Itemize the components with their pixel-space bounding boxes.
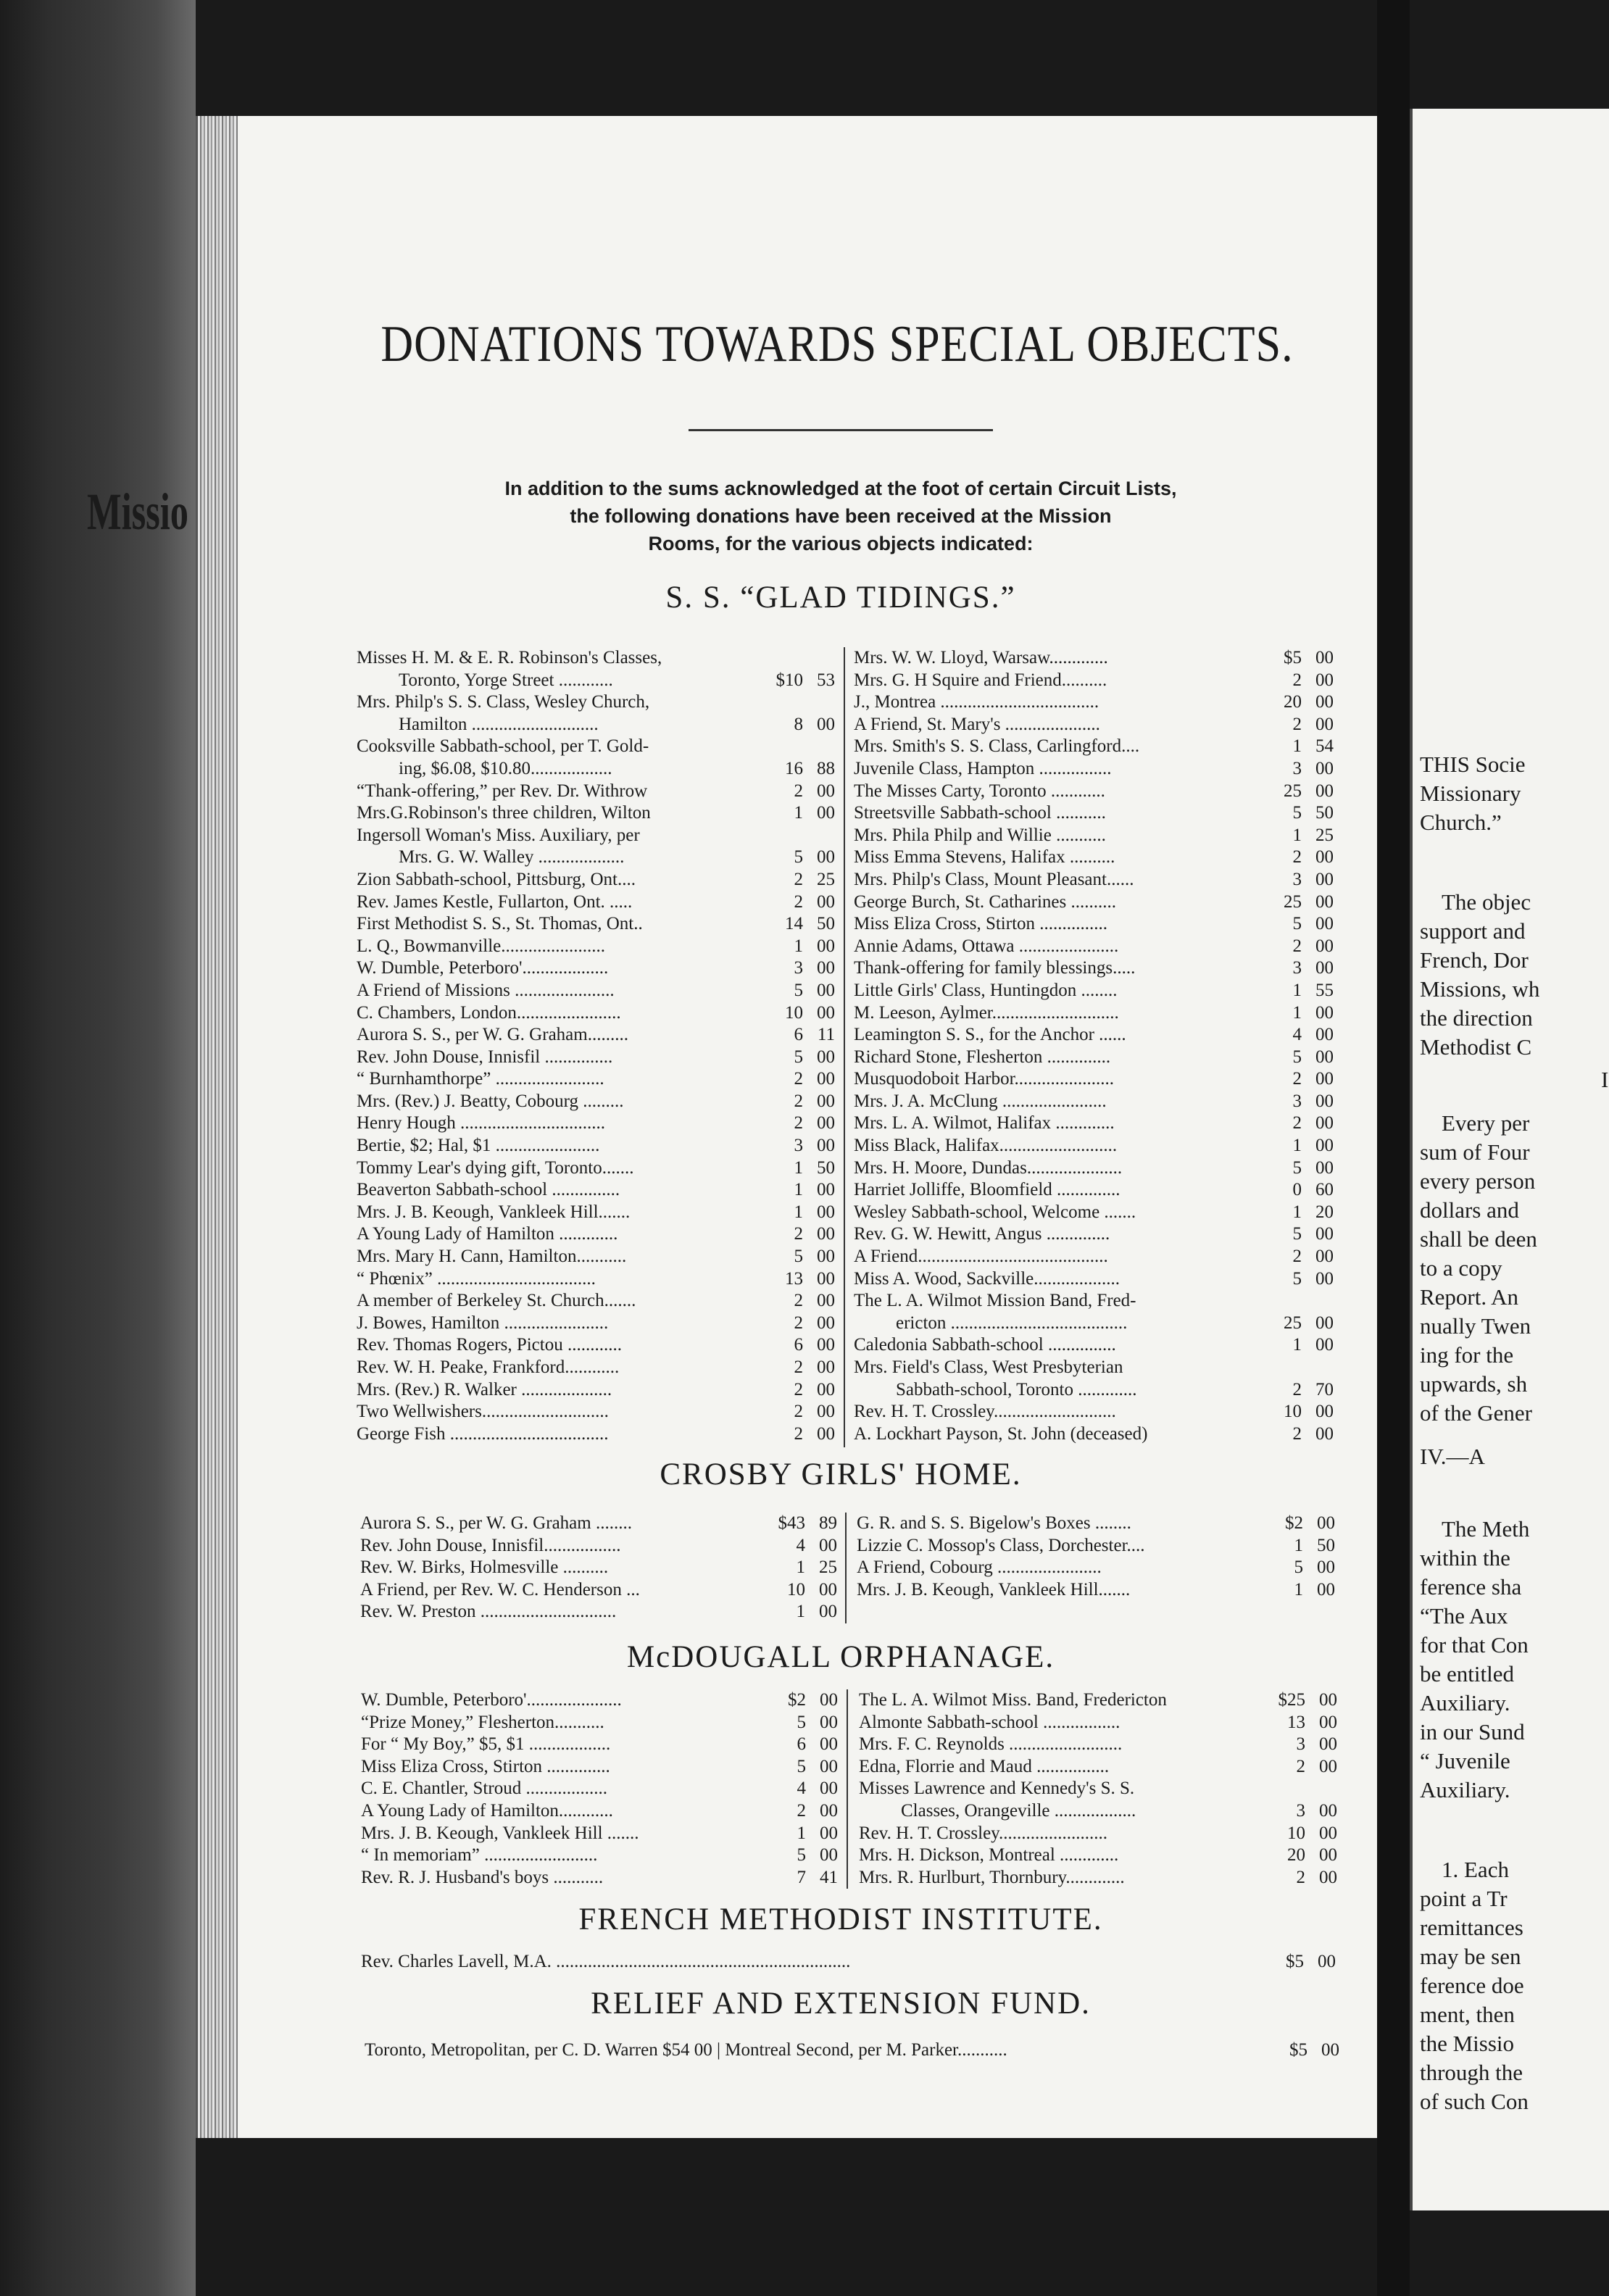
facing-page-line: the Missio	[1420, 2031, 1515, 2056]
entry-row	[854, 1357, 1334, 1379]
entry-name: Mrs. J. B. Keough, Vankleek Hill.......	[357, 1202, 631, 1222]
entry-row: Toronto, Yorge Street ............ $10 53	[357, 670, 835, 692]
entry-name: Mrs. Smith's S. S. Class, Carlingford....	[854, 736, 1140, 757]
mcdougall-left-column	[361, 1689, 838, 1889]
entry-name: Aurora S. S., per W. G. Graham ........	[360, 1513, 632, 1533]
entry-row: Beaverton Sabbath-school ............... 1 00	[357, 1179, 835, 1202]
entry-row: Rev. W. Birks, Holmesville .......... 1 25	[360, 1557, 837, 1579]
entry-row: A Friend, per Rev. W. C. Henderson ... 10 00	[360, 1579, 837, 1602]
facing-page-line: The objec	[1442, 889, 1531, 915]
entry-row: “ Burnhamthorpe” ........................ 2 00	[357, 1068, 835, 1091]
section-title-glad-tidings: S. S. “GLAD TIDINGS.”	[665, 581, 1016, 615]
entry-row: Zion Sabbath-school, Pittsburg, Ont.... 2 25	[357, 869, 835, 891]
facing-page-line: of such Con	[1420, 2089, 1529, 2114]
entry-name: Miss Eliza Cross, Stirton ...............	[854, 914, 1108, 934]
entry-row: Bertie, $2; Hal, $1 ....................... 3 00	[357, 1135, 835, 1157]
facing-page-line: the direction	[1420, 1005, 1533, 1031]
entry-row: “Prize Money,” Flesherton........... 5 00	[361, 1712, 838, 1734]
facing-page-line: may be sen	[1420, 1944, 1521, 1969]
facing-page-line: be entitled	[1420, 1661, 1514, 1686]
entry-name: Lizzie C. Mossop's Class, Dorchester....	[857, 1535, 1145, 1555]
facing-page-line: THIS Socie	[1420, 752, 1526, 777]
facing-page-line: IV.—A	[1420, 1444, 1485, 1469]
entry-row: Rev. John Douse, Innisfil................. 4 00	[360, 1535, 837, 1557]
entry-row: Rev. W. H. Peake, Frankford............ 2 00	[357, 1357, 835, 1379]
entry-row: Mrs. G. H Squire and Friend.......... 2 00	[854, 670, 1334, 692]
facing-page-line: Auxiliary.	[1420, 1777, 1510, 1802]
entry-name: Caledonia Sabbath-school ...............	[854, 1335, 1116, 1355]
entry-name: Mrs. Phila Philp and Willie ...........	[854, 825, 1106, 845]
entry-row: Mrs. H. Moore, Dundas..................... 5 00	[854, 1157, 1334, 1180]
entry-name: George Burch, St. Catharines ..........	[854, 891, 1116, 912]
entry-row: Mrs. L. A. Wilmot, Halifax ............. 2 00	[854, 1112, 1334, 1135]
entry-name: Beaverton Sabbath-school ...............	[357, 1180, 620, 1200]
entry-row: Miss A. Wood, Sackville................... 5 00	[854, 1268, 1334, 1291]
crosby-left-column	[360, 1513, 837, 1623]
entry-row: George Burch, St. Catharines .......... 25 00	[854, 891, 1334, 914]
entry-name: Bertie, $2; Hal, $1 .......................	[357, 1136, 600, 1156]
facing-page-line: ment, then	[1420, 2002, 1515, 2027]
entry-name: Almonte Sabbath-school .................	[859, 1712, 1121, 1732]
entry-name: Musquodoboit Harbor......................	[854, 1069, 1115, 1089]
entry-name: ing, $6.08, $10.80..................	[399, 758, 612, 778]
facing-page-line: ing for the	[1420, 1342, 1514, 1368]
entry-name: The L. A. Wilmot Mission Band, Fred-	[854, 1291, 1136, 1311]
entry-row: A Young Lady of Hamilton ............. 2 00	[357, 1223, 835, 1246]
entry-name: Rev. H. T. Crossley........................	[859, 1823, 1108, 1843]
entry-name: Miss A. Wood, Sackville...................	[854, 1268, 1120, 1289]
entry-name: Mrs.G.Robinson's three children, Wilton	[357, 803, 651, 823]
facing-page-line: French, Dor	[1420, 947, 1529, 973]
entry-name: Wesley Sabbath-school, Welcome .......	[854, 1202, 1136, 1222]
glad-tidings-left-column	[357, 647, 835, 1445]
glad-tidings-right-column	[854, 647, 1334, 1445]
entry-row	[357, 691, 835, 714]
entry-row: J. Bowes, Hamilton ....................... 2 00	[357, 1313, 835, 1335]
facing-page-line: Methodist C	[1420, 1034, 1532, 1060]
mcdougall-right-column	[859, 1689, 1337, 1889]
entry-row: Rev. James Kestle, Fullarton, Ont. ..... 2 00	[357, 891, 835, 914]
entry-row: The Misses Carty, Toronto ............ 25 00	[854, 781, 1334, 803]
entry-row: ing, $6.08, $10.80.................. 16 88	[357, 758, 835, 781]
section-title-relief: RELIEF AND EXTENSION FUND.	[591, 1987, 1091, 2021]
entry-row: A Friend.......................................... 2 00	[854, 1246, 1334, 1268]
entry-row: “Thank-offering,” per Rev. Dr. Withrow 2 00	[357, 781, 835, 803]
entry-row: The L. A. Wilmot Miss. Band, Fredericton $25 00	[859, 1689, 1337, 1712]
entry-row: Almonte Sabbath-school ................. 13 00	[859, 1712, 1337, 1734]
entry-name: Rev. R. J. Husband's boys ...........	[361, 1867, 604, 1887]
intro-line: Rooms, for the various objects indicated:	[648, 533, 1034, 554]
entry-row: Henry Hough ................................ 2 00	[357, 1112, 835, 1135]
facing-page-line: support and	[1420, 918, 1526, 944]
facing-page-line: shall be deen	[1420, 1226, 1537, 1252]
entry-name: The Misses Carty, Toronto ............	[854, 781, 1105, 801]
relief-entries: Toronto, Metropolitan, per C. D. Warren $54 00 | Montreal Second, per M. Parker........... $5 00	[365, 2039, 1339, 2062]
entry-row: Mrs. (Rev.) J. Beatty, Cobourg ......... 2 00	[357, 1091, 835, 1113]
entry-name: Thank-offering for family blessings.....	[854, 958, 1136, 978]
entry-name: Annie Adams, Ottawa ......................	[854, 936, 1119, 956]
section-title-french: FRENCH METHODIST INSTITUTE.	[578, 1902, 1103, 1937]
facing-page-line: nually Twen	[1420, 1313, 1531, 1339]
entry-name: “Prize Money,” Flesherton...........	[361, 1712, 604, 1732]
entry-row: Rev. R. J. Husband's boys ........... 7 41	[361, 1867, 838, 1889]
right-page	[1410, 109, 1609, 2210]
entry-row: Caledonia Sabbath-school ............... 1 00	[854, 1334, 1334, 1357]
entry-row: Rev. John Douse, Innisfil ............... 5 00	[357, 1047, 835, 1069]
entry-row: Miss Eliza Cross, Stirton .............. 5 00	[361, 1756, 838, 1779]
entry-row: Rev. W. Preston .............................. 1 00	[360, 1601, 837, 1623]
facing-page-line: in our Sund	[1420, 1719, 1525, 1744]
entry-name: Toronto, Yorge Street ............	[399, 670, 613, 690]
entry-row: Rev. G. W. Hewitt, Angus .............. 5 00	[854, 1223, 1334, 1246]
entry-row: “ Phœnix” ................................... 13 00	[357, 1268, 835, 1291]
entry-name: Mrs. L. A. Wilmot, Halifax .............	[854, 1113, 1115, 1134]
entry-row: Classes, Orangeville .................. 3 00	[859, 1800, 1337, 1823]
entry-name: Rev. James Kestle, Fullarton, Ont. .....	[357, 891, 633, 912]
entry-row	[357, 825, 835, 847]
entry-name: M. Leeson, Aylmer............................	[854, 1002, 1119, 1023]
entry-name: Harriet Jolliffe, Bloomfield ..............	[854, 1180, 1121, 1200]
entry-name: Hamilton ............................	[399, 714, 599, 734]
facing-page-line: Report. An	[1420, 1284, 1519, 1310]
entry-row: Mrs. Phila Philp and Willie ........... 1 25	[854, 825, 1334, 847]
entry-row: Mrs. W. W. Lloyd, Warsaw............. $5 00	[854, 647, 1334, 670]
entry-name: Little Girls' Class, Huntingdon ........	[854, 980, 1118, 1000]
entry-name: Mrs. H. Dickson, Montreal .............	[859, 1845, 1119, 1865]
entry-name: George Fish ...................................	[357, 1423, 609, 1444]
entry-row: Mrs. J. A. McClung ....................... 3 00	[854, 1091, 1334, 1113]
entry-name: Mrs. (Rev.) R. Walker ....................	[357, 1379, 612, 1399]
entry-row: Aurora S. S., per W. G. Graham......... 6 11	[357, 1024, 835, 1047]
facing-page-line: for that Con	[1420, 1632, 1529, 1657]
entry-row: Harriet Jolliffe, Bloomfield .............. 0 60	[854, 1179, 1334, 1202]
entry-name: Henry Hough ................................	[357, 1113, 606, 1134]
section-title-mcdougall: McDOUGALL ORPHANAGE.	[626, 1640, 1055, 1674]
entry-row: First Methodist S. S., St. Thomas, Ont.. 14 50	[357, 913, 835, 936]
entry-name: Ingersoll Woman's Miss. Auxiliary, per	[357, 825, 640, 845]
entry-name: J., Montrea ...................................	[854, 692, 1099, 712]
page-gutter	[1377, 0, 1410, 2296]
facing-page-line: sum of Four	[1420, 1139, 1530, 1165]
entry-name: Rev. W. Preston ..............................	[360, 1602, 617, 1622]
entry-name: Mrs. (Rev.) J. Beatty, Cobourg .........	[357, 1091, 624, 1111]
facing-page-line: ference sha	[1420, 1574, 1522, 1600]
entry-name: Toronto, Metropolitan, per C. D. Warren $54 00 | Montreal Second, per M. Parker...........	[365, 2040, 1007, 2060]
entry-row	[357, 736, 835, 758]
entry-name: Rev. W. Birks, Holmesville ..........	[360, 1557, 609, 1578]
entry-name: Rev. Charles Lavell, M.A. .................................................................	[361, 1952, 851, 1971]
entry-row: A. Lockhart Payson, St. John (deceased) 2 00	[854, 1423, 1334, 1446]
crosby-right-column	[857, 1513, 1335, 1601]
entry-name: Rev. John Douse, Innisfil ...............	[357, 1047, 613, 1067]
entry-name: Mrs. J. B. Keough, Vankleek Hill.......	[857, 1579, 1131, 1600]
entry-row: Tommy Lear's dying gift, Toronto....... 1 50	[357, 1157, 835, 1180]
entry-name: Leamington S. S., for the Anchor ......	[854, 1025, 1126, 1045]
entry-name: W. Dumble, Peterboro'...................	[357, 958, 609, 978]
page-title: DONATIONS TOWARDS SPECIAL OBJECTS.	[381, 315, 1294, 373]
entry-row: W. Dumble, Peterboro'................... 3 00	[357, 957, 835, 980]
entry-name: Zion Sabbath-school, Pittsburg, Ont....	[357, 869, 636, 889]
facing-page-line: “ Juvenile	[1420, 1748, 1510, 1773]
entry-name: Mrs. Philp's Class, Mount Pleasant......	[854, 869, 1134, 889]
entry-name: Richard Stone, Flesherton ..............	[854, 1047, 1111, 1067]
entry-row: A member of Berkeley St. Church....... 2 00	[357, 1290, 835, 1313]
intro-paragraph	[391, 475, 1290, 557]
entry-row: Hamilton ............................ 8 00	[357, 714, 835, 736]
entry-row: Mrs. F. C. Reynolds ......................... 3 00	[859, 1734, 1337, 1756]
facing-page-line: to a copy	[1420, 1255, 1502, 1281]
book-spine	[0, 0, 196, 2296]
entry-name: Mrs. F. C. Reynolds .........................	[859, 1734, 1123, 1755]
entry-name: Rev. G. W. Hewitt, Angus ..............	[854, 1224, 1110, 1244]
entry-name: Rev. H. T. Crossley...........................	[854, 1402, 1116, 1422]
entry-name: Mrs. W. W. Lloyd, Warsaw.............	[854, 648, 1108, 667]
entry-name: Mrs. J. A. McClung .......................	[854, 1091, 1107, 1111]
entry-row: A Young Lady of Hamilton............ 2 00	[361, 1800, 838, 1823]
entry-name: ericton .......................................	[896, 1313, 1128, 1333]
facing-page-line: Missions, wh	[1420, 976, 1540, 1002]
facing-page-line: Church.”	[1420, 810, 1502, 835]
entry-name: A Young Lady of Hamilton .............	[357, 1224, 618, 1244]
facing-page-line: dollars and	[1420, 1197, 1519, 1223]
entry-name: Miss Emma Stevens, Halifax ..........	[854, 847, 1115, 868]
french-entry: Rev. Charles Lavell, M.A. ................................................................. $5 00	[361, 1951, 1336, 1973]
facing-page-line: “The Aux	[1420, 1603, 1508, 1629]
entry-name: Rev. W. H. Peake, Frankford............	[357, 1357, 620, 1377]
entry-row: Mrs. (Rev.) R. Walker .................... 2 00	[357, 1379, 835, 1402]
entry-name: L. Q., Bowmanville.......................	[357, 936, 606, 956]
entry-amount: $54 00	[662, 2040, 712, 2060]
entry-row: A Friend, St. Mary's ..................... 2 00	[854, 714, 1334, 736]
page-edges	[196, 116, 240, 2138]
entry-name: C. Chambers, London.......................	[357, 1002, 621, 1023]
entry-name: A Friend, St. Mary's .....................	[854, 714, 1100, 734]
entry-row: Thank-offering for family blessings..... 3 00	[854, 957, 1334, 980]
entry-name: G. R. and S. S. Bigelow's Boxes ........	[857, 1513, 1131, 1533]
column-divider	[844, 647, 845, 1447]
entry-name: Misses Lawrence and Kennedy's S. S.	[859, 1779, 1135, 1799]
entry-name: Tommy Lear's dying gift, Toronto.......	[357, 1157, 634, 1178]
entry-name: Mrs. Philp's S. S. Class, Wesley Church,	[357, 692, 650, 712]
entry-row: G. R. and S. S. Bigelow's Boxes ........ $2 00	[857, 1513, 1335, 1535]
entry-name: A Friend, Cobourg .......................	[857, 1557, 1102, 1578]
facing-page-line: upwards, sh	[1420, 1371, 1528, 1397]
entry-row: Richard Stone, Flesherton .............. 5 00	[854, 1047, 1334, 1069]
entry-name: Miss Eliza Cross, Stirton ..............	[361, 1756, 610, 1776]
entry-name: Classes, Orangeville ..................	[901, 1800, 1136, 1821]
intro-line: the following donations have been received at the Mission	[570, 505, 1112, 527]
entry-row: C. Chambers, London....................... 10 00	[357, 1002, 835, 1025]
facing-page-line: within the	[1420, 1545, 1510, 1571]
entry-name: Rev. John Douse, Innisfil.................	[360, 1535, 621, 1555]
entry-row: Mrs. J. B. Keough, Vankleek Hill....... 1 00	[857, 1579, 1335, 1602]
entry-row: Mrs. J. B. Keough, Vankleek Hill ....... 1 00	[361, 1823, 838, 1845]
entry-name: A member of Berkeley St. Church.......	[357, 1291, 636, 1311]
facing-page-line: through the	[1420, 2060, 1523, 2085]
entry-row: Streetsville Sabbath-school ........... 5 50	[854, 802, 1334, 825]
entry-name: Juvenile Class, Hampton ................	[854, 758, 1112, 778]
entry-name: Mrs. Mary H. Cann, Hamilton...........	[357, 1247, 627, 1267]
entry-row: Two Wellwishers............................ 2 00	[357, 1401, 835, 1423]
entry-row: A Friend of Missions ...................... 5 00	[357, 980, 835, 1002]
entry-name: A Friend, per Rev. W. C. Henderson ...	[360, 1579, 640, 1600]
entry-name: J. Bowes, Hamilton .......................	[357, 1313, 609, 1333]
entry-row: Mrs. Smith's S. S. Class, Carlingford.... 1 54	[854, 736, 1334, 758]
entry-row: Rev. H. T. Crossley........................... 10 00	[854, 1401, 1334, 1423]
entry-row: Leamington S. S., for the Anchor ...... 4 00	[854, 1024, 1334, 1047]
entry-row: L. Q., Bowmanville....................... 1 00	[357, 936, 835, 958]
entry-name: For “ My Boy,” $5, $1 ..................	[361, 1734, 611, 1755]
entry-row: J., Montrea ................................... 20 00	[854, 691, 1334, 714]
entry-name: Two Wellwishers............................	[357, 1402, 609, 1422]
entry-row: Wesley Sabbath-school, Welcome ....... 1 20	[854, 1202, 1334, 1224]
title-rule	[689, 429, 993, 431]
entry-name: Mrs. J. B. Keough, Vankleek Hill .......	[361, 1823, 639, 1843]
entry-name: “ Burnhamthorpe” ........................	[357, 1069, 604, 1089]
entry-name: C. E. Chantler, Stroud ..................	[361, 1779, 607, 1799]
entry-name: Rev. Thomas Rogers, Pictou ............	[357, 1335, 622, 1355]
section-title-crosby: CROSBY GIRLS' HOME.	[660, 1457, 1022, 1492]
entry-name: Sabbath-school, Toronto .............	[896, 1379, 1137, 1399]
entry-name: Streetsville Sabbath-school ...........	[854, 803, 1106, 823]
entry-name: The L. A. Wilmot Miss. Band, Fredericton	[859, 1690, 1167, 1710]
entry-name: Mrs. H. Moore, Dundas.....................	[854, 1157, 1123, 1178]
entry-name: Mrs. G. H Squire and Friend..........	[854, 670, 1107, 690]
entry-name: Cooksville Sabbath-school, per T. Gold-	[357, 736, 649, 757]
entry-row	[859, 1778, 1337, 1800]
entry-name: W. Dumble, Peterboro'.....................	[361, 1690, 622, 1710]
entry-row: Musquodoboit Harbor...................... 2 00	[854, 1068, 1334, 1091]
entry-row: Miss Black, Halifax.......................... 1 00	[854, 1135, 1334, 1157]
facing-page-line: Auxiliary.	[1420, 1690, 1510, 1715]
facing-page-line: 1. Each	[1442, 1857, 1509, 1882]
facing-page-line: point a Tr	[1420, 1886, 1508, 1911]
entry-name: “ Phœnix” ...................................	[357, 1268, 596, 1289]
entry-row: Miss Emma Stevens, Halifax .......... 2 00	[854, 847, 1334, 869]
entry-row: M. Leeson, Aylmer............................ 1 00	[854, 1002, 1334, 1025]
entry-row: Lizzie C. Mossop's Class, Dorchester.... 1 50	[857, 1535, 1335, 1557]
entry-name: Misses H. M. & E. R. Robinson's Classes,	[357, 648, 662, 667]
facing-page-line: I	[1601, 1067, 1609, 1092]
entry-row: Mrs. Mary H. Cann, Hamilton........... 5 00	[357, 1246, 835, 1268]
entry-name: Mrs. Field's Class, West Presbyterian	[854, 1357, 1123, 1377]
entry-row: C. E. Chantler, Stroud .................. 4 00	[361, 1778, 838, 1800]
entry-row	[357, 647, 835, 670]
entry-row	[854, 1290, 1334, 1313]
entry-row: “ In memoriam” ......................... 5 00	[361, 1844, 838, 1867]
entry-row: Mrs. G. W. Walley ................... 5 00	[357, 847, 835, 869]
entry-row: Rev. H. T. Crossley........................ 10 00	[859, 1823, 1337, 1845]
entry-name: Miss Black, Halifax..........................	[854, 1136, 1118, 1156]
entry-row: Rev. Thomas Rogers, Pictou ............ 6 00	[357, 1334, 835, 1357]
entry-row: Edna, Florrie and Maud ................ 2 00	[859, 1756, 1337, 1779]
entry-name: A Young Lady of Hamilton............	[361, 1800, 613, 1821]
entry-row: ericton ....................................... 25 00	[854, 1313, 1334, 1335]
entry-name: Mrs. G. W. Walley ...................	[399, 847, 625, 868]
entry-row: Annie Adams, Ottawa ...................... 2 00	[854, 936, 1334, 958]
column-divider	[847, 1689, 848, 1889]
entry-name: First Methodist S. S., St. Thomas, Ont..	[357, 914, 643, 934]
facing-page-line: The Meth	[1442, 1516, 1530, 1542]
facing-page-line: of the Gener	[1420, 1400, 1532, 1426]
facing-page-heading: Missio	[87, 483, 189, 541]
entry-row: Mrs. H. Dickson, Montreal ............. 20 00	[859, 1844, 1337, 1867]
entry-name: Aurora S. S., per W. G. Graham.........	[357, 1025, 628, 1045]
entry-row: Mrs. Philp's Class, Mount Pleasant...... 3 00	[854, 869, 1334, 891]
entry-row: Miss Eliza Cross, Stirton ............... 5 00	[854, 913, 1334, 936]
facing-page-line: Every per	[1442, 1110, 1530, 1136]
facing-page-line: remittances	[1420, 1915, 1523, 1940]
entry-name: A. Lockhart Payson, St. John (deceased)	[854, 1423, 1148, 1444]
intro-line: In addition to the sums acknowledged at the foot of certain Circuit Lists,	[504, 478, 1177, 499]
facing-page-line: Missionary	[1420, 781, 1521, 806]
entry-name: “ In memoriam” .........................	[361, 1845, 598, 1865]
entry-row: George Fish ................................... 2 00	[357, 1423, 835, 1446]
entry-name: “Thank-offering,” per Rev. Dr. Withrow	[357, 781, 648, 801]
entry-row: Aurora S. S., per W. G. Graham ........ $43 89	[360, 1513, 837, 1535]
entry-row: W. Dumble, Peterboro'..................... $2 00	[361, 1689, 838, 1712]
entry-row: Juvenile Class, Hampton ................ 3 00	[854, 758, 1334, 781]
entry-name: A Friend..........................................	[854, 1247, 1108, 1267]
entry-row: Little Girls' Class, Huntingdon ........ 1 55	[854, 980, 1334, 1002]
entry-name: Edna, Florrie and Maud ................	[859, 1756, 1110, 1776]
entry-row: Mrs.G.Robinson's three children, Wilton 1 00	[357, 802, 835, 825]
entry-row: Mrs. J. B. Keough, Vankleek Hill....... 1 00	[357, 1202, 835, 1224]
entry-row: A Friend, Cobourg ....................... 5 00	[857, 1557, 1335, 1579]
entry-name: A Friend of Missions ......................	[357, 980, 615, 1000]
facing-page-line: every person	[1420, 1168, 1536, 1194]
entry-row: Sabbath-school, Toronto ............. 2 70	[854, 1379, 1334, 1402]
entry-row: Mrs. R. Hurlburt, Thornbury............. 2 00	[859, 1867, 1337, 1889]
column-divider	[845, 1513, 847, 1623]
entry-name: Mrs. R. Hurlburt, Thornbury.............	[859, 1867, 1125, 1887]
facing-page-line: ference doe	[1420, 1973, 1524, 1998]
entry-row: For “ My Boy,” $5, $1 .................. 6 00	[361, 1734, 838, 1756]
